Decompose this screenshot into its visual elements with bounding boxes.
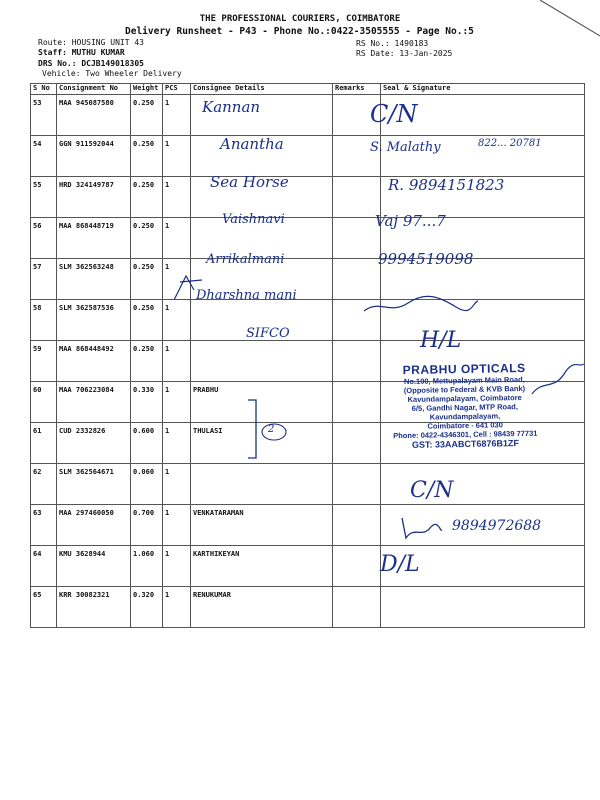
cell-sno: 64 (31, 546, 57, 587)
cell-sno: 63 (31, 505, 57, 546)
runsheet-subtitle: Delivery Runsheet - P43 - Phone No.:0422-3505555 - Page No.:5 (125, 26, 474, 37)
handwritten-signature-53: C/N (370, 100, 418, 128)
cell-sno: 59 (31, 341, 57, 382)
cell-sno: 54 (31, 136, 57, 177)
cell-pcs: 1 (163, 382, 191, 423)
cell-weight: 0.250 (131, 136, 163, 177)
cell-pcs: 1 (163, 546, 191, 587)
cell-weight: 0.250 (131, 95, 163, 136)
handwritten-consignee-56: Vaishnavi (222, 212, 285, 227)
handwritten-consignee-54: Anantha (220, 135, 284, 153)
cell-weight: 0.700 (131, 505, 163, 546)
handwritten-signature-56: Vaj 97...7 (375, 212, 446, 230)
cell-weight: 0.250 (131, 177, 163, 218)
cell-consignment: HRD 324149787 (57, 177, 131, 218)
cell-consignment: KRR 30082321 (57, 587, 131, 628)
cell-sno: 62 (31, 464, 57, 505)
cell-sno: 58 (31, 300, 57, 341)
col-consignee: Consignee Details (191, 84, 333, 95)
cell-consignment: MAA 868448492 (57, 341, 131, 382)
cell-weight: 0.060 (131, 464, 163, 505)
cell-remarks (333, 587, 381, 628)
handwritten-signature-55: R. 9894151823 (388, 176, 505, 194)
cell-pcs: 1 (163, 341, 191, 382)
handwritten-consignee-59: SIFCO (246, 326, 290, 341)
cell-sno: 56 (31, 218, 57, 259)
table-row (31, 259, 585, 300)
table-header-row (31, 84, 585, 95)
handwritten-signature-65: D/L (380, 552, 420, 577)
cell-consignee (191, 341, 333, 382)
col-remarks: Remarks (333, 84, 381, 95)
cell-consignee: VENKATARAMAN (191, 505, 333, 546)
cell-weight: 0.330 (131, 382, 163, 423)
cell-pcs: 1 (163, 95, 191, 136)
cell-remarks (333, 218, 381, 259)
cell-consignment: MAA 945087580 (57, 95, 131, 136)
handwritten-consignee-55: Sea Horse (210, 173, 289, 191)
stamp-phone: Phone: 0422-4346301, Cell : 98439 77731 (393, 428, 538, 441)
handwritten-phone-54: 822... 20781 (478, 138, 542, 149)
cell-remarks (333, 546, 381, 587)
handwritten-signature-64: 9894972688 (452, 518, 542, 534)
stamp-gst: GST: 33AABCT6876B1ZF (411, 438, 520, 450)
cell-pcs: 1 (163, 177, 191, 218)
cell-signature (381, 587, 585, 628)
table-row (31, 95, 585, 136)
cell-sno: 61 (31, 423, 57, 464)
cell-consignee (191, 464, 333, 505)
stamp-line-1: No.100, Mettupalayam Main Road, (403, 374, 525, 387)
cell-consignee: THULASI (191, 423, 333, 464)
col-consignment: Consignment No (57, 84, 131, 95)
cell-weight: 0.600 (131, 423, 163, 464)
handwritten-signature-54: S. Malathy (370, 140, 441, 155)
drs-number: DRS No.: DCJB149018305 (38, 59, 144, 68)
cell-pcs: 1 (163, 136, 191, 177)
cell-sno: 65 (31, 587, 57, 628)
handwritten-consignee-53: Kannan (202, 98, 261, 116)
handwritten-signature-59: H/L (420, 328, 462, 353)
handwritten-mark-62: 2 (268, 424, 275, 435)
cell-weight: 1.060 (131, 546, 163, 587)
handwritten-initial-64 (396, 512, 446, 542)
cell-consignment: GGN 911592044 (57, 136, 131, 177)
cell-weight: 0.250 (131, 259, 163, 300)
cell-consignee: KARTHIKEYAN (191, 546, 333, 587)
runsheet-table (30, 83, 585, 628)
handwritten-consignee-57: Arrikalmani (206, 252, 285, 267)
col-seal-signature: Seal & Signature (381, 84, 585, 95)
cell-pcs: 1 (163, 218, 191, 259)
col-weight: Weight (131, 84, 163, 95)
cell-pcs: 1 (163, 259, 191, 300)
table-row (31, 218, 585, 259)
stamp-line-6: Coimbatore - 641 030 (427, 420, 503, 431)
rs-date: RS Date: 13-Jan-2025 (356, 49, 453, 58)
handwritten-signature-57: 9994519098 (378, 250, 474, 268)
cell-pcs: 1 (163, 300, 191, 341)
stamp-name: PRABHU OPTICALS (402, 360, 526, 378)
cell-consignment: KMU 3628944 (57, 546, 131, 587)
col-sno: S No (31, 84, 57, 95)
table-row (31, 546, 585, 587)
cell-consignment: SLM 362564671 (57, 464, 131, 505)
cell-consignment: SLM 362563248 (57, 259, 131, 300)
vehicle-label: Vehicle: Two Wheeler Delivery (42, 69, 182, 78)
table-row (31, 300, 585, 341)
rs-number: RS No.: 1490183 (356, 39, 429, 48)
cell-consignment: SLM 362587536 (57, 300, 131, 341)
col-pcs: PCS (163, 84, 191, 95)
cell-pcs: 1 (163, 587, 191, 628)
cell-consignee: RENUKUMAR (191, 587, 333, 628)
page-fold-mark (540, 0, 600, 40)
cell-pcs: 1 (163, 464, 191, 505)
cell-remarks (333, 505, 381, 546)
handwritten-scribble-60 (528, 360, 588, 400)
cell-weight: 0.250 (131, 300, 163, 341)
cell-weight: 0.320 (131, 587, 163, 628)
handwritten-signature-63: C/N (410, 478, 454, 503)
handwritten-consignee-58: Dharshna mani (196, 288, 297, 303)
stamp-line-5: Kavundampalayam, (429, 411, 501, 422)
handwritten-scribble-58 (360, 293, 480, 317)
cell-consignment: MAA 706223084 (57, 382, 131, 423)
cell-weight: 0.250 (131, 341, 163, 382)
handwritten-arrow-58 (172, 272, 212, 302)
runsheet-title: THE PROFESSIONAL COURIERS, COIMBATORE (199, 14, 401, 24)
cell-sno: 55 (31, 177, 57, 218)
cell-consignment: CUD 2332826 (57, 423, 131, 464)
stamp-line-3: Kavundampalayam, Coimbatore (407, 393, 522, 404)
cell-sno: 57 (31, 259, 57, 300)
cell-sno: 53 (31, 95, 57, 136)
cell-weight: 0.250 (131, 218, 163, 259)
cell-pcs: 1 (163, 423, 191, 464)
cell-remarks (333, 177, 381, 218)
cell-sno: 60 (31, 382, 57, 423)
cell-consignee: PRABHU (191, 382, 333, 423)
cell-pcs: 1 (163, 505, 191, 546)
staff-label: Staff: MUTHU KUMAR (38, 48, 125, 57)
stamp-line-4: 6/5, Gandhi Nagar, MTP Road, (411, 402, 518, 413)
cell-consignment: MAA 868448719 (57, 218, 131, 259)
route-label: Route: HOUSING UNIT 43 (38, 38, 144, 47)
stamp-line-2: (Opposite to Federal & KVB Bank) (403, 383, 526, 396)
cell-consignment: MAA 297460050 (57, 505, 131, 546)
table-row (31, 587, 585, 628)
